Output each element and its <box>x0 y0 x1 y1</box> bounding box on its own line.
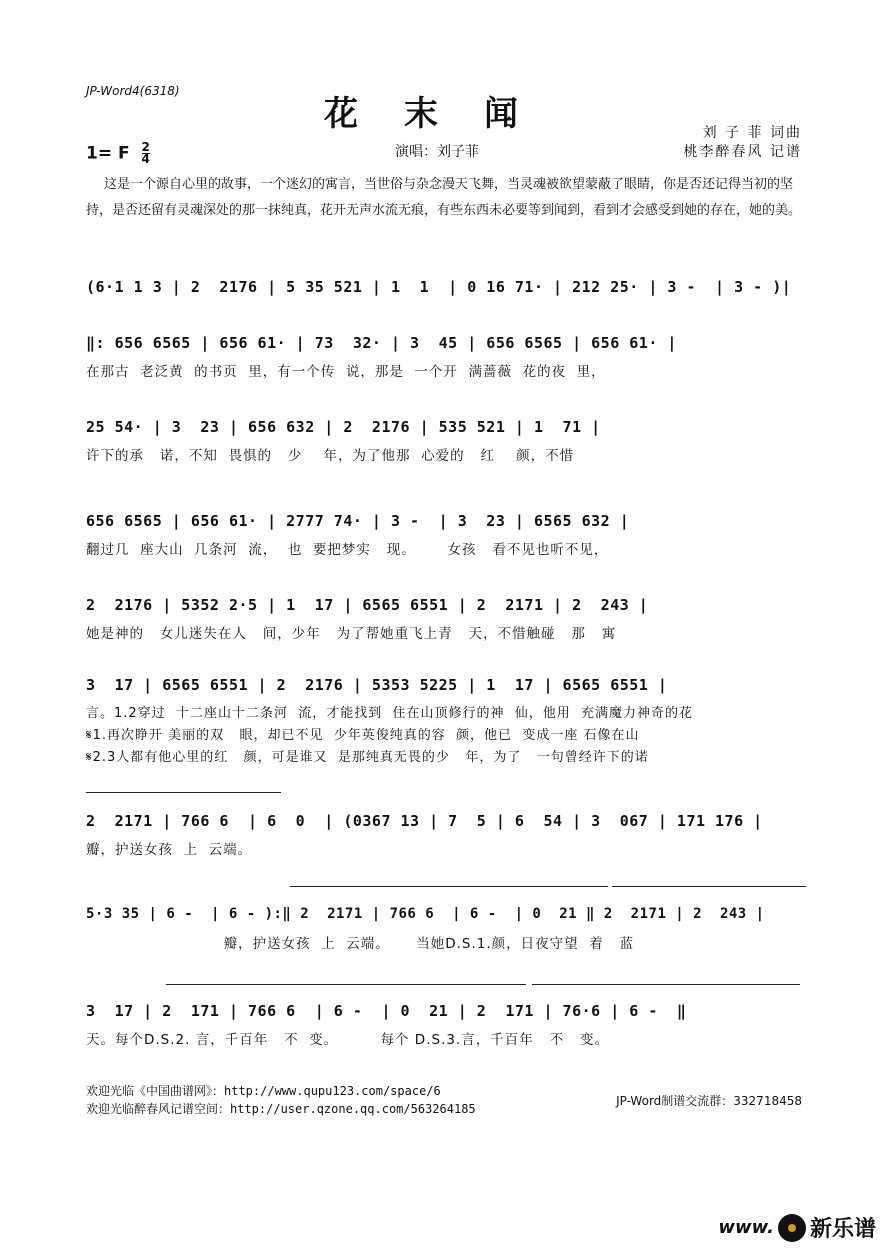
score-row <box>86 278 806 318</box>
intro-text: 这是一个源自心里的故事，一个迷幻的寓言，当世俗与杂念漫天飞舞，当灵魂被欲望蒙蔽了眼睛，你是否还记得当初的坚持，是否还留有灵魂深处的那一抹纯真，花开无声水流无痕，有些东西未必要等到闻到，看到才会感受到她的存在，她的美。 <box>86 177 802 218</box>
lyric-line-verse-1: 言。1.2穿过 十二座山十二条河 流，才能找到 住在山顶修行的神 仙，他用 充满魔力神奇的花 <box>86 706 693 721</box>
time-bottom: 4 <box>141 152 150 166</box>
notation-line: (6·1 1 3 | 2 2176 | 5 35 521 | 1 1 | 0 16 71· | 212 25· | 3 - | 3 - )| <box>86 278 792 296</box>
lyric-line: 她是神的 女儿迷失在人 间，少年 为了帮她重飞上青 天，不惜触碰 那 寓 <box>86 626 617 642</box>
score-row <box>86 596 806 646</box>
score-row <box>86 906 806 956</box>
key-label: 1= F <box>86 143 130 164</box>
notation-line: 3 17 | 6565 6551 | 2 2176 | 5353 5225 | 1 17 | 6565 6551 | <box>86 676 668 694</box>
record-disc-icon <box>778 1214 806 1242</box>
notation-line: 3 17 | 2 171 | 766 6 | 6 - | 0 21 | 2 171 | 76·6 | 6 - ‖ <box>86 1002 687 1020</box>
notation-line: 25 54· | 3 23 | 656 632 | 2 2176 | 535 521 | 1 71 | <box>86 418 601 436</box>
notation-line: ‖: 656 6565 | 656 61· | 73 32· | 3 45 | 656 6565 | 656 61· | <box>86 334 677 352</box>
brand-logo <box>718 1212 876 1243</box>
lyric-line: 翻过几 座大山 几条河 流， 也 要把梦实 现。 女孩 看不见也听不见， <box>86 542 609 558</box>
song-title: 花末闻 <box>324 94 564 134</box>
time-signature <box>142 142 150 165</box>
lyric-line: 瓣，护送女孩 上 云端。 当她D.S.1.颜，日夜守望 着 蓝 <box>86 936 635 952</box>
score-row <box>86 418 806 468</box>
lyric-line: 许下的承 诺，不知 畏惧的 少 年，为了他那 心爱的 红 颜，不惜 <box>86 448 575 464</box>
score-row <box>86 1002 806 1052</box>
volta-5-bracket <box>532 984 800 985</box>
notation-line: 2 2176 | 5352 2·5 | 1 17 | 6565 6551 | 2 2171 | 2 243 | <box>86 596 649 614</box>
footer-link-qupu[interactable]: 欢迎光临《中国曲谱网》：http://www.qupu123.com/space/6 <box>86 1084 441 1098</box>
lyric-line: 瓣，护送女孩 上 云端。 <box>86 842 253 858</box>
volta-3-bracket <box>612 886 806 887</box>
key-signature <box>86 142 150 165</box>
brand-name: 新乐谱 <box>809 1217 876 1242</box>
footer-link-qzone[interactable]: 欢迎光临醉春风记谱空间：http://user.qzone.qq.com/563264185 <box>86 1102 476 1116</box>
version-label: JP-Word4(6318) <box>86 84 180 98</box>
transcriber-credit: 桃李醉春风 记谱 <box>683 144 802 160</box>
notation-line: 5·3 35 | 6 - | 6 - ):‖ 2 2171 | 766 6 | 6 - | 0 21 ‖ 2 2171 | 2 243 | <box>86 906 765 922</box>
volta-4-bracket <box>166 984 526 985</box>
lyric-line-verse-3: 𝄋2.3人都有他心里的红 颜，可是谁又 是那纯真无畏的少 年，为了 一句曾经许下的诺 <box>86 750 649 765</box>
lyric-line-verse-2: 𝄋1.再次睁开 美丽的双 眼，却已不见 少年英俊纯真的容 颜，他已 变成一座 石像在山 <box>86 728 640 743</box>
time-top: 2 <box>141 140 150 154</box>
volta-1-bracket <box>86 792 281 793</box>
brand-www: www. <box>718 1217 774 1238</box>
lyric-line: 天。每个D.S.2. 言，千百年 不 变。 每个 D.S.3.言，千百年 不 变。 <box>86 1032 609 1048</box>
footer-group-number: JP-Word制谱交流群：332718458 <box>616 1094 802 1108</box>
score-row <box>86 812 806 862</box>
score-row <box>86 334 806 384</box>
notation-line: 656 6565 | 656 61· | 2777 74· | 3 - | 3 23 | 6565 632 | <box>86 512 630 530</box>
composer-credit: 刘 子 菲 词曲 <box>702 125 802 141</box>
lyric-line: 在那古 老泛黄 的书页 里，有一个传 说，那是 一个开 满蔷薇 花的夜 里， <box>86 364 606 380</box>
notation-line: 2 2171 | 766 6 | 6 0 | (0367 13 | 7 5 | 6 54 | 3 067 | 171 176 | <box>86 812 763 830</box>
singer-label: 演唱：刘子菲 <box>395 144 479 160</box>
volta-2-bracket <box>290 886 608 887</box>
score-row <box>86 676 806 770</box>
score-row <box>86 512 806 562</box>
